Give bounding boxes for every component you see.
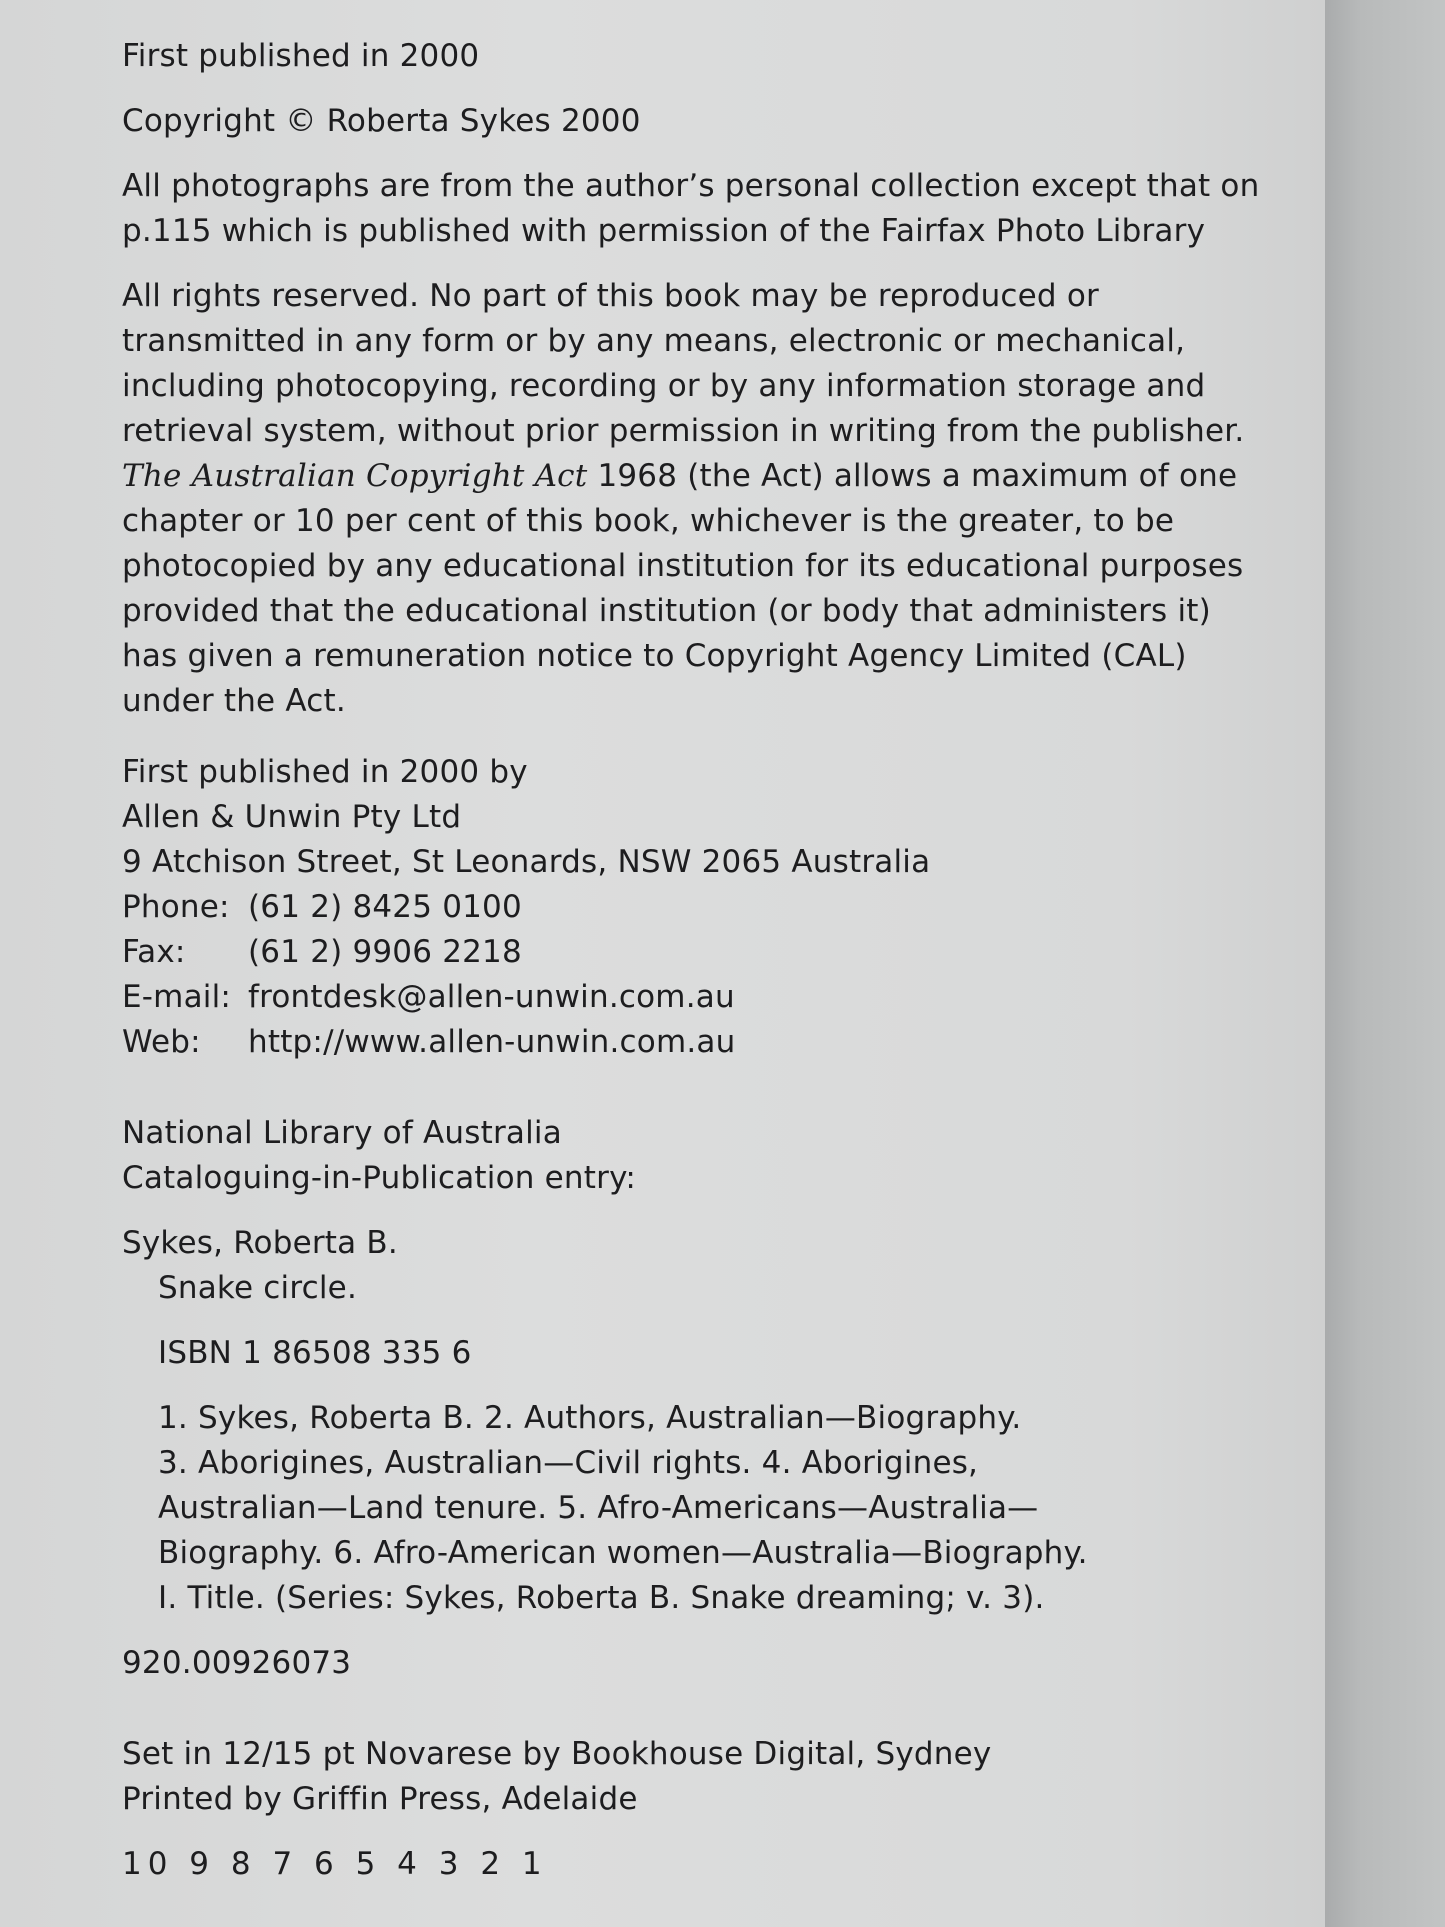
fax-row xyxy=(122,930,1242,975)
subject-line: Biography. 6. Afro-American women—Australia—Biography. xyxy=(158,1535,1088,1571)
cip-isbn: ISBN 1 86508 335 6 xyxy=(158,1335,472,1371)
photographs-line: All photographs are from the author’s personal collection except that on xyxy=(122,168,1260,204)
fax-value: (61 2) 9906 2218 xyxy=(248,934,522,970)
print-line: 10 9 8 7 6 5 4 3 2 1 xyxy=(122,1846,548,1882)
phone-value: (61 2) 8425 0100 xyxy=(248,889,522,925)
publisher-name: Allen & Unwin Pty Ltd xyxy=(122,799,462,835)
rights-line: photocopied by any educational institution for its educational purposes xyxy=(122,548,1244,584)
subject-line: Australian—Land tenure. 5. Afro-Americans—Australia— xyxy=(158,1490,1039,1526)
cip-author: Sykes, Roberta B. xyxy=(122,1225,398,1261)
page-edge xyxy=(1325,0,1445,1927)
cip-subjects xyxy=(122,1396,1242,1621)
publisher-address: 9 Atchison Street, St Leonards, NSW 2065 Australia xyxy=(122,844,931,880)
web-value: http://www.allen-unwin.com.au xyxy=(248,1024,736,1060)
photographs-credit xyxy=(122,164,1260,254)
act-rest: 1968 (the Act) allows a maximum of one xyxy=(587,458,1238,494)
rights-line: All rights reserved. No part of this book may be reproduced or xyxy=(122,278,1099,314)
cip-block xyxy=(122,1111,1242,1201)
act-title: The Australian Copyright Act xyxy=(122,458,588,494)
cip-heading: National Library of Australia xyxy=(122,1115,562,1151)
rights-line: including photocopying, recording or by any information storage and xyxy=(122,368,1206,404)
cip-title: Snake circle. xyxy=(158,1270,357,1306)
phone-row xyxy=(122,885,1242,930)
subject-line: I. Title. (Series: Sykes, Roberta B. Snake dreaming; v. 3). xyxy=(158,1580,1045,1616)
web-row xyxy=(122,1020,1242,1065)
rights-line: has given a remuneration notice to Copyright Agency Limited (CAL) xyxy=(122,638,1187,674)
publisher-block xyxy=(122,750,1242,1065)
cip-heading: Cataloguing-in-Publication entry: xyxy=(122,1160,636,1196)
rights-line: chapter or 10 per cent of this book, whichever is the greater, to be xyxy=(122,503,1175,539)
copyright-line: Copyright © Roberta Sykes 2000 xyxy=(122,103,641,139)
rights-line: under the Act. xyxy=(122,683,346,719)
production-block xyxy=(122,1732,1242,1822)
printer-line: Printed by Griffin Press, Adelaide xyxy=(122,1781,638,1817)
first-published-line: First published in 2000 xyxy=(122,38,480,74)
rights-line: transmitted in any form or by any means, electronic or mechanical, xyxy=(122,323,1186,359)
typeset-line: Set in 12/15 pt Novarese by Bookhouse Digital, Sydney xyxy=(122,1736,992,1772)
email-row xyxy=(122,975,1242,1020)
rights-line-act xyxy=(122,454,1242,499)
fax-label: Fax: xyxy=(122,934,186,970)
web-label: Web: xyxy=(122,1024,201,1060)
dewey-classification: 920.00926073 xyxy=(122,1645,352,1681)
rights-paragraph xyxy=(122,274,1245,724)
imprint-text xyxy=(122,34,1260,1887)
subject-line: 3. Aborigines, Australian—Civil rights. 4. Aborigines, xyxy=(158,1445,979,1481)
subject-line: 1. Sykes, Roberta B. 2. Authors, Australian—Biography. xyxy=(158,1400,1022,1436)
photographs-line: p.115 which is published with permission of the Fairfax Photo Library xyxy=(122,213,1206,249)
email-label: E-mail: xyxy=(122,979,232,1015)
phone-label: Phone: xyxy=(122,889,230,925)
rights-line: retrieval system, without prior permission in writing from the publisher. xyxy=(122,413,1245,449)
rights-line: provided that the educational institution (or body that administers it) xyxy=(122,593,1211,629)
email-value: frontdesk@allen-unwin.com.au xyxy=(248,979,735,1015)
publisher-intro: First published in 2000 by xyxy=(122,754,528,790)
